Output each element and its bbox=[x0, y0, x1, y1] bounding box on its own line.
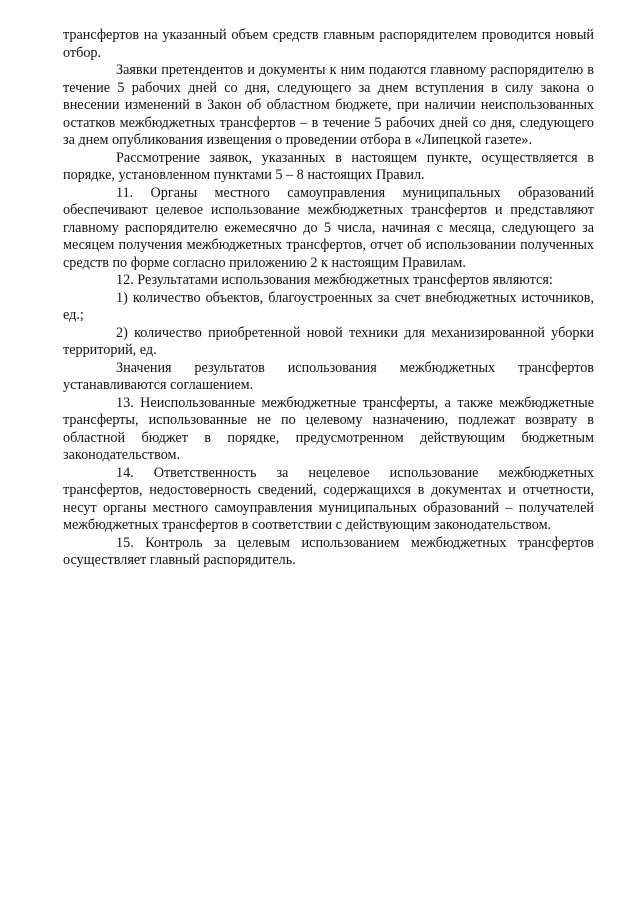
paragraph-result-values: Значения результатов использования межбюджетных трансфертов устанавливаются соглашением. bbox=[63, 359, 594, 393]
paragraph-item-14: 14. Ответственность за нецелевое использование межбюджетных трансфертов, недостоверность сведений, содержащихся в документах и отчетности, несут органы местного самоуправления муниципальных образований – получателей межбюджетных трансфертов в соответствии с действующим законодательством. bbox=[63, 464, 594, 533]
paragraph-result-2: 2) количество приобретенной новой техники для механизированной уборки территорий, ед. bbox=[63, 324, 594, 358]
document-body bbox=[63, 27, 594, 570]
paragraph-item-13: 13. Неиспользованные межбюджетные трансферты, а также межбюджетные трансферты, использованные не по целевому назначению, подлежат возврату в областной бюджет в порядке, предусмотренном действующим бюджетным законодательством. bbox=[63, 394, 594, 463]
paragraph-result-1: 1) количество объектов, благоустроенных за счет внебюджетных источников, ед.; bbox=[63, 289, 594, 323]
paragraph-review: Рассмотрение заявок, указанных в настоящем пункте, осуществляется в порядке, установленном пунктами 5 – 8 настоящих Правил. bbox=[63, 149, 594, 183]
paragraph-applications: Заявки претендентов и документы к ним подаются главному распорядителю в течение 5 рабочих дней со дня, следующего за днем вступления в силу закона о внесении изменений в Закон об областном бюджете, при наличии неиспользованных остатков межбюджетных трансфертов – в течение 5 рабочих дней со дня, следующего за днем опубликования извещения о проведении отбора в «Липецкой газете». bbox=[63, 62, 594, 148]
paragraph-item-11: 11. Органы местного самоуправления муниципальных образований обеспечивают целевое использование межбюджетных трансфертов и представляют главному распорядителю ежемесячно до 5 числа, начиная с месяца, следующего за месяцем получения межбюджетных трансфертов, отчет об использовании полученных средств по форме согласно приложению 2 к настоящим Правилам. bbox=[63, 184, 594, 271]
paragraph-continuation: трансфертов на указанный объем средств главным распорядителем проводится новый отбор. bbox=[63, 27, 594, 61]
paragraph-item-15: 15. Контроль за целевым использованием межбюджетных трансфертов осуществляет главный распорядитель. bbox=[63, 534, 594, 568]
paragraph-item-12: 12. Результатами использования межбюджетных трансфертов являются: bbox=[116, 272, 553, 288]
